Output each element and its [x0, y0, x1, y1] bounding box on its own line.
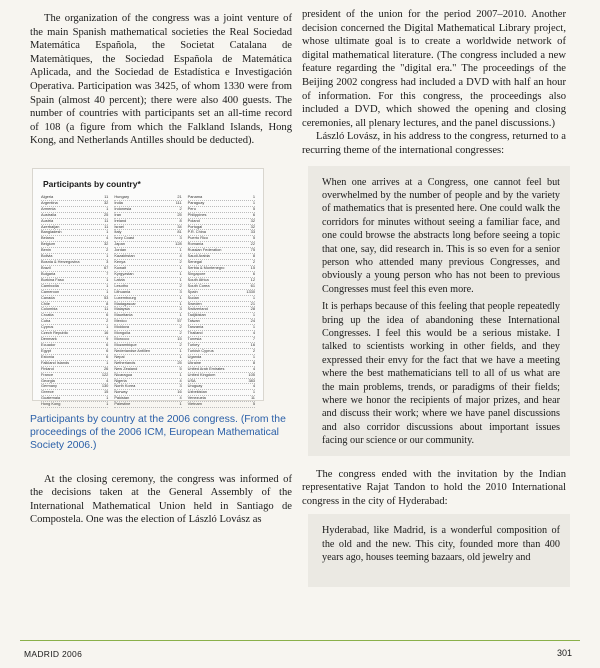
country-count: 11	[250, 395, 255, 401]
country-name: Hungary	[114, 193, 130, 199]
country-name: Iran	[114, 211, 122, 217]
country-count: 11	[104, 306, 109, 312]
figure-caption: Participants by country at the 2006 congress. (From the proceedings of the 2006 ICM, European Mathematical Society 2006.)	[30, 413, 286, 452]
country-name: Paraguay	[187, 199, 205, 205]
country-count: 3	[179, 306, 182, 312]
country-name: Puerto Rico	[187, 235, 208, 241]
country-count: 4	[106, 235, 109, 241]
country-count: 8	[252, 253, 255, 259]
country-name: Greece	[41, 389, 54, 395]
intro-paragraph: The organization of the congress was a joint venture of the main Spanish mathematical societies the Real Sociedad Matemática Española, the Societat Catalana de Matemàtiques, the Sociedad Española de Matemática Aplicada, and the Sociedad de Estadística e Investigación Operativa. Participation was 3425, of whom 1330 were from Spain (almost 40 percent); there were also 400 guests. The number of countries with participants set an all-time record of 108 (a figure from which the Falkland Islands, Hong Kong, and Netherlands Antilles should be deducted).	[30, 13, 292, 147]
country-name: Bolivia	[41, 253, 53, 259]
country-count: 1	[252, 389, 255, 395]
country-count: 4	[179, 377, 182, 383]
country-count: 15	[250, 265, 255, 270]
participants-table-figure	[32, 168, 264, 407]
hyderabad-quote	[308, 514, 570, 587]
figure-columns	[41, 195, 255, 408]
country-name: Nederlandse Antillen	[114, 347, 151, 353]
country-count: 32	[250, 223, 255, 229]
country-count: 12	[250, 276, 255, 282]
country-name: Palestine	[114, 401, 131, 407]
country-count: 1	[106, 359, 109, 365]
country-count: 1	[179, 276, 182, 282]
country-name: Benin	[41, 247, 51, 253]
country-name: Czech Republic	[41, 330, 69, 336]
country-count: 6	[252, 270, 255, 276]
country-count: 2	[179, 330, 182, 336]
country-count: 25	[177, 359, 182, 365]
country-name: Netherlands	[114, 359, 136, 365]
country-name: Turkish Cyprus	[187, 347, 214, 353]
country-count: 7	[252, 336, 255, 342]
country-count: 1	[179, 371, 182, 377]
country-count: 32	[104, 241, 109, 247]
country-name: Estonia	[41, 353, 54, 359]
country-count: 11	[104, 223, 109, 229]
country-count: 81	[177, 229, 182, 235]
country-count: 122	[101, 371, 109, 377]
country-name: Sweden	[187, 300, 202, 306]
country-count: 24	[250, 318, 255, 324]
country-name: Taiwan	[187, 318, 200, 324]
country-name: Ecuador	[41, 341, 56, 347]
country-count: 2	[179, 259, 182, 265]
country-count: 4	[252, 330, 255, 336]
country-count: 5	[252, 205, 255, 211]
country-count: 5	[252, 401, 255, 407]
country-count: 16	[104, 330, 109, 336]
country-count: 1	[179, 265, 182, 270]
country-count: 105	[248, 371, 255, 377]
country-count: 6	[252, 211, 255, 217]
country-name: Guatemala	[41, 395, 61, 401]
country-name: Lithuania	[114, 288, 131, 294]
country-name: Croatia	[41, 312, 54, 318]
country-count: 32	[104, 199, 109, 205]
country-count: 8	[106, 300, 109, 306]
quote-paragraph-2: It is perhaps because of this feeling that people repeatedly bring up the idea of abandoning these International Congresses. I feel this would be a serious mistake. I talked to scientists working in other fields, and they expressed their envy for the fact that we have a meeting where the best mathematicians tell to all of us what are the main problems, trends, or paradigms of their fields; where we honor the recipients of major prizes, and hear and discuss their work; where we have panel discussions and also corridor discussions about important issues facing our science or our community.	[322, 301, 560, 447]
country-count: 1	[179, 312, 182, 318]
country-name: Tunesia	[187, 336, 202, 342]
country-name: Uruguay	[187, 383, 203, 389]
country-count: 128	[175, 241, 182, 247]
country-count: 111	[175, 199, 182, 205]
country-name: Mexico	[114, 318, 127, 324]
country-count: 21	[177, 193, 182, 199]
country-count: 1	[179, 401, 182, 407]
country-name: Saudi Arabia	[187, 253, 210, 259]
quote-paragraph-3: Hyderabad, like Madrid, is a wonderful composition of the old and the new. This city, founded more than 400 years ago, houses teeming bazaars, old jewelry and	[322, 525, 560, 564]
country-name: Australia	[41, 211, 57, 217]
country-name: Austria	[41, 217, 54, 223]
country-count: 2	[252, 259, 255, 265]
country-count: 1	[106, 253, 109, 259]
country-name: Tanzania	[187, 324, 204, 330]
country-name: Mongolia	[114, 330, 131, 336]
country-name: Argentina	[41, 199, 58, 205]
country-name: Algeria	[41, 193, 54, 199]
country-count: 1	[252, 324, 255, 330]
country-name: Azerbaijan	[41, 223, 60, 229]
country-count: 34	[177, 223, 182, 229]
country-count: 32	[250, 217, 255, 223]
country-count: 2	[252, 347, 255, 353]
country-name: Vietnam	[187, 401, 202, 407]
country-count: 21	[250, 300, 255, 306]
country-name: Romania	[187, 241, 204, 247]
country-name: South Africa	[187, 276, 209, 282]
country-count: 7	[106, 270, 109, 276]
country-name: Morocco	[114, 336, 130, 342]
country-name: Philippines	[187, 211, 207, 217]
country-count: 2	[179, 282, 182, 288]
country-name: Mauritania	[114, 312, 133, 318]
country-count: 2	[106, 247, 109, 253]
country-row	[41, 402, 108, 408]
country-count: 6	[106, 347, 109, 353]
country-name: Japan	[114, 241, 125, 247]
country-count: 16	[177, 389, 182, 395]
country-count: 1	[252, 353, 255, 359]
country-count: 11	[104, 193, 109, 199]
country-name: Mozambique	[114, 341, 137, 347]
country-count: 6	[106, 353, 109, 359]
country-name: Peru	[187, 205, 196, 211]
country-count: 4	[252, 383, 255, 389]
country-name: Luxembourg	[114, 294, 136, 300]
country-count: 3	[179, 383, 182, 389]
country-name: Kuwait	[114, 265, 127, 270]
right-column	[302, 8, 566, 587]
country-count: 1	[106, 229, 109, 235]
country-name: Switzerland	[187, 306, 208, 312]
country-name: Denmark	[41, 336, 57, 342]
country-count: 2	[179, 205, 182, 211]
country-count: 8	[179, 217, 182, 223]
country-name: Bangladesh	[41, 229, 62, 235]
figure-column	[114, 195, 181, 408]
country-name: Georgia	[41, 377, 55, 383]
figure-column	[41, 195, 108, 408]
country-name: Uganda	[187, 353, 202, 359]
country-name: South Corea	[187, 282, 210, 288]
country-name: Israel	[114, 223, 124, 229]
country-count: 1	[106, 288, 109, 294]
lovasz-paragraph: László Lovász, in his address to the congress, returned to a recurring theme of the international congresses:	[302, 131, 566, 156]
country-count: 28	[250, 306, 255, 312]
country-name: Malaysia	[114, 306, 130, 312]
country-count: 1	[106, 205, 109, 211]
country-count: 1	[179, 247, 182, 253]
closing-paragraph: At the closing ceremony, the congress was informed of the decisions taken at the General Assembly of the International Mathematical Union held in Santiago de Compostela. One was the election of László Lovász as	[30, 473, 292, 526]
country-count: 22	[250, 241, 255, 247]
country-count: 1	[106, 401, 109, 407]
continued-paragraph: president of the union for the period 2007–2010. Another decision concerned the Digital Mathematical Library project, whose ultimate goal is to create a worldwide network of digital mathematical literature. (The congress included a new feature regarding the "digital era." The proceedings of the Beijing 2002 congress had included a DVD with half an hour of information. For this congress, the proceedings also included a DVD, which showed the opening and closing ceremonies, all plenary lectures, and the panel discussions.)	[302, 9, 566, 129]
country-name: Jordan	[114, 247, 127, 253]
footer-rule	[20, 640, 580, 641]
country-name: Indonesia	[114, 205, 132, 211]
country-count: 2	[179, 324, 182, 330]
country-name: Latvia	[114, 276, 125, 282]
country-count: 11	[104, 217, 109, 223]
country-count: 5	[252, 235, 255, 241]
country-count: 6	[106, 312, 109, 318]
country-count: 1	[252, 312, 255, 318]
country-name: Ivory Coast	[114, 235, 135, 241]
country-name: Ireland	[114, 217, 127, 223]
country-count: 25	[104, 211, 109, 217]
country-name: Lesotho	[114, 282, 129, 288]
country-name: Pakistan	[114, 395, 130, 401]
country-count: 2	[179, 341, 182, 347]
country-count: 15	[177, 336, 182, 342]
country-name: France	[41, 371, 54, 377]
left-column	[30, 12, 292, 527]
country-count: 33	[250, 229, 255, 235]
country-name: Uzbekistan	[187, 389, 207, 395]
country-count: 26	[104, 365, 109, 371]
country-name: Sudan	[187, 294, 199, 300]
country-row	[114, 402, 181, 408]
lovasz-quote	[308, 166, 570, 456]
country-name: Nigeria	[114, 377, 127, 383]
country-count: 4	[252, 365, 255, 371]
country-count: 3	[106, 259, 109, 265]
country-name: Panama	[187, 193, 203, 199]
quote-paragraph-1: When one arrives at a Congress, one cannot feel but overwhelmed by the number of people and by the variety of mathematics that is presented here. One could walk the corridors for minutes without seeing a familiar face, and one could browse the abstracts long before seeing a topic that one, say, did research in. This is so even for a senior person who attended many previous Congresses, and obviously a young person who has not been to previous Congresses must feel this even more.	[322, 176, 560, 295]
country-count: 383	[248, 377, 255, 383]
country-count: 53	[104, 294, 109, 300]
country-count: 1	[106, 395, 109, 401]
country-name: Moldova	[114, 324, 130, 330]
country-name: Senegal	[187, 259, 202, 265]
country-count: 2	[106, 318, 109, 324]
country-count: 1	[252, 294, 255, 300]
country-name: Russian Federation	[187, 247, 222, 253]
country-name: USA	[187, 377, 196, 383]
country-name: Poland	[187, 217, 200, 223]
country-count: 1	[179, 294, 182, 300]
country-row	[188, 402, 255, 408]
country-name: Ukraine	[187, 359, 202, 365]
country-count: 130	[101, 383, 109, 389]
country-name: Bulgaria	[41, 270, 56, 276]
country-count: 1	[179, 353, 182, 359]
country-name: Canada	[41, 294, 55, 300]
country-name: Kyrgyzstan	[114, 270, 134, 276]
country-count: 1	[252, 193, 255, 199]
country-name: Madagascar	[114, 300, 136, 306]
country-name: United Kingdom	[187, 371, 216, 377]
country-name: P.R. China	[187, 229, 206, 235]
country-name: Nicaragua	[114, 371, 133, 377]
country-name: Turkey	[187, 341, 200, 347]
country-count: 1	[179, 300, 182, 306]
country-name: Belarus	[41, 235, 55, 241]
country-name: Cyprus	[41, 324, 54, 330]
country-name: Egypt	[41, 347, 51, 353]
country-count: 8	[252, 359, 255, 365]
country-name: Cameroon	[41, 288, 60, 294]
country-name: Norway	[114, 389, 128, 395]
country-name: Italy	[114, 229, 122, 235]
country-count: 6	[106, 341, 109, 347]
country-count: 4	[106, 377, 109, 383]
country-name: New Zealand	[114, 365, 138, 371]
country-name: Portugal	[187, 223, 203, 229]
country-name: India	[114, 199, 123, 205]
country-name: Tadjikistan	[187, 312, 206, 318]
country-name: Spain	[187, 288, 198, 294]
country-name: Venezuela	[187, 395, 206, 401]
country-name: Chile	[41, 300, 50, 306]
country-count: 75	[250, 247, 255, 253]
figure-title: Participants by country*	[43, 178, 141, 189]
country-name: Kazakhstan	[114, 253, 135, 259]
country-name: Armenia	[41, 205, 56, 211]
country-name: Brazil	[41, 265, 51, 270]
country-count: 1	[179, 270, 182, 276]
country-count: 3	[179, 235, 182, 241]
country-count: 61	[250, 282, 255, 288]
country-count: 4	[179, 395, 182, 401]
country-name: Serbia & Montenegro	[187, 265, 225, 270]
country-name: Kenya	[114, 259, 126, 265]
country-name: Colombia	[41, 306, 58, 312]
country-count: 15	[104, 389, 109, 395]
country-name: Belgium	[41, 241, 56, 247]
country-count: 1	[179, 347, 182, 353]
country-count: 67	[104, 265, 109, 270]
footer-running-title: MADRID 2006	[24, 649, 83, 659]
country-name: Singapore	[187, 270, 206, 276]
country-count: 16	[250, 341, 255, 347]
country-count: 1	[106, 324, 109, 330]
country-name: Cambodia	[41, 282, 59, 288]
country-count: 1	[252, 199, 255, 205]
country-count: 1330	[246, 288, 255, 294]
country-name: Nepal	[114, 353, 125, 359]
country-count: 4	[179, 253, 182, 259]
country-name: Burkina Faso	[41, 276, 64, 282]
country-count: 25	[177, 211, 182, 217]
country-name: North Korea	[114, 383, 136, 389]
country-name: Bosnia & Herzegovina	[41, 259, 80, 265]
country-name: Hong Kong	[41, 401, 61, 407]
country-count: 9	[106, 336, 109, 342]
country-name: Falkland Islands	[41, 359, 70, 365]
country-name: United Arab Emirates	[187, 365, 225, 371]
country-count: 5	[179, 365, 182, 371]
country-name: Thailand	[187, 330, 203, 336]
country-count: 1	[106, 282, 109, 288]
tandon-paragraph: The congress ended with the invitation by the Indian representative Rajat Tandon to hold the 2010 International congress in the city of Hyderabad:	[302, 468, 566, 507]
country-count: 3	[179, 288, 182, 294]
country-name: Germany	[41, 383, 57, 389]
country-count: 57	[177, 318, 182, 324]
country-count: 1	[106, 276, 109, 282]
figure-column	[188, 195, 255, 408]
page-number: 301	[556, 648, 572, 658]
country-name: Cuba	[41, 318, 51, 324]
country-name: Finland	[41, 365, 54, 371]
